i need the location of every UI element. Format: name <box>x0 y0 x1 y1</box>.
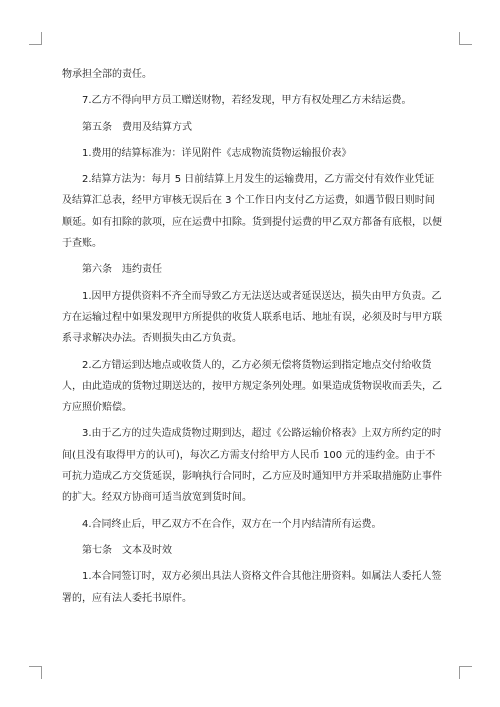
clause-7-item-1: 1.本合同签订时，双方必须出具法人资格文件合其他注册资料。如属法人委托人签署的，应有法人委托书原件。 <box>62 571 442 604</box>
article-5-heading: 第五条 费用及结算方式 <box>82 121 192 133</box>
paragraph-continuation: 物承担全部的责任。 <box>62 69 152 80</box>
article-6-heading: 第六条 违约责任 <box>82 264 162 276</box>
article-7-heading: 第七条 文本及时效 <box>82 544 172 556</box>
clause-5-item-1: 1.费用的结算标准为：详见附件《志成物流货物运输报价表》 <box>82 147 352 159</box>
crop-mark-top-left <box>29 32 42 45</box>
crop-mark-top-right <box>459 32 472 45</box>
document-body <box>62 64 442 614</box>
clause-6-item-1: 1.因甲方提供资料不齐全而导致乙方无法送达或者延误送达，损失由甲方负责。乙方在运输过程中如果发现甲方所提供的收货人联系电话、地址有误，必须及时与甲方联系寻求解决办法。否则损失由乙方负责。 <box>62 290 442 345</box>
crop-mark-bottom-right <box>459 666 472 679</box>
clause-5-item-2: 2.结算方法为：每月 5 日前结算上月发生的运输费用，乙方需交付有效作业凭证及结算汇总表，经甲方审核无误后在 3 个工作日内支付乙方运费，如遇节假日则时间顺延。如有扣除的款项，应在运费中扣除。货到提付运费的甲乙双方都备有底根，以便于查账。 <box>62 174 442 250</box>
clause-6-item-4: 4.合同终止后，甲乙双方不在合作，双方在一个月内结清所有运费。 <box>82 518 382 530</box>
clause-6-item-3: 3.由于乙方的过失造成货物过期到达，超过《公路运输价格表》上双方所约定的时间(且没有取得甲方的认可)，每次乙方需支付给甲方人民币 100 元的违约金。由于不可抗力造成乙方交货延误，影响执行合同时，乙方应及时通知甲方并采取措施防止事件的扩大。经双方协商可适当放宽到货时间。 <box>62 428 442 504</box>
clause-6-item-2: 2.乙方错运到达地点或收货人的，乙方必须无偿将货物运到指定地点交付给收货人，由此造成的货物过期送达的，按甲方规定条列处理。如果造成货物误收而丢失，乙方应照价赔偿。 <box>62 359 442 414</box>
crop-mark-bottom-left <box>29 666 42 679</box>
clause-4-item-7: 7.乙方不得向甲方员工赠送财物，若经发现，甲方有权处理乙方未结运费。 <box>82 95 412 107</box>
